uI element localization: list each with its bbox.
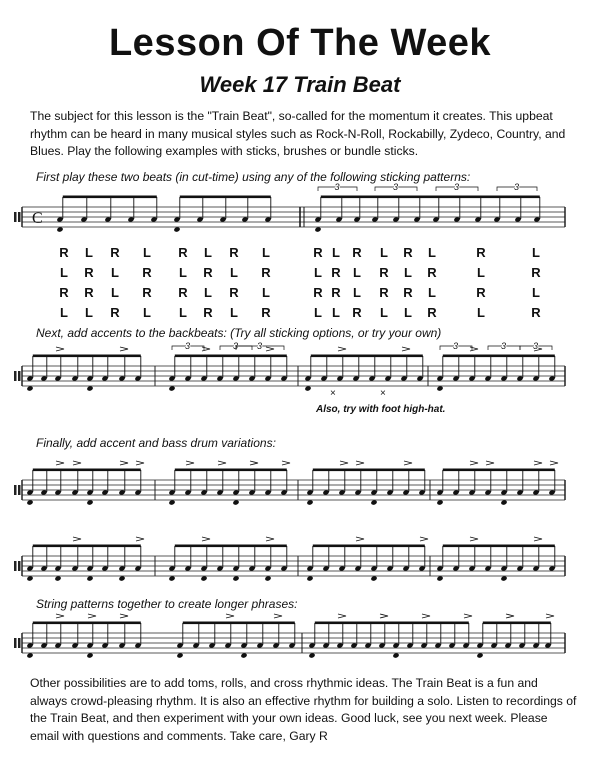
hihat-x: × xyxy=(330,388,336,399)
sticking-left-r2-5: L xyxy=(204,285,212,300)
section-label-third: Finally, add accent and bass drum variations: xyxy=(36,436,276,450)
sticking-left-r2-4: R xyxy=(178,285,188,300)
sticking-right-r0-3: L xyxy=(380,245,388,260)
sticking-left-r2-3: R xyxy=(142,285,152,300)
sticking-left-r0-6: R xyxy=(229,245,239,260)
sticking-right-r1-3: R xyxy=(379,265,389,280)
sticking-right-r2-3: R xyxy=(379,285,389,300)
sticking-left-r2-0: R xyxy=(59,285,69,300)
triplet-number: 3 xyxy=(257,341,263,351)
sticking-right-r2-6: R xyxy=(476,285,486,300)
sticking-right-r1-5: R xyxy=(427,265,437,280)
sticking-right-r3-5: R xyxy=(427,305,437,320)
sticking-left-r1-2: L xyxy=(111,265,119,280)
sticking-left-r2-7: L xyxy=(262,285,270,300)
sticking-left-r1-1: R xyxy=(84,265,94,280)
sticking-left-r1-3: R xyxy=(142,265,152,280)
sticking-right-r3-2: R xyxy=(352,305,362,320)
triplet-number: 3 xyxy=(334,182,340,192)
sticking-right-r3-4: L xyxy=(404,305,412,320)
sticking-right-r2-1: R xyxy=(331,285,341,300)
sticking-left-r0-2: R xyxy=(110,245,120,260)
sticking-left-r1-6: L xyxy=(230,265,238,280)
sticking-right-r3-3: L xyxy=(380,305,388,320)
triplet-number: 3 xyxy=(233,341,239,351)
sticking-left-r2-1: R xyxy=(84,285,94,300)
sticking-right-r2-5: L xyxy=(428,285,436,300)
sticking-right-r0-7: L xyxy=(532,245,540,260)
sticking-left-r3-4: L xyxy=(179,305,187,320)
sticking-left-r3-7: R xyxy=(261,305,271,320)
sticking-left-r0-1: L xyxy=(85,245,93,260)
triplet-number: 3 xyxy=(454,182,460,192)
triplet-number: 3 xyxy=(393,182,399,192)
sticking-left-r0-5: L xyxy=(204,245,212,260)
triplet-number: 3 xyxy=(514,182,520,192)
time-signature: C xyxy=(32,210,43,227)
section-label-fourth: String patterns together to create longer phrases: xyxy=(36,597,298,611)
closing-paragraph: Other possibilities are to add toms, rolls, and cross rhythmic ideas. The Train Beat is a fun and always crowd-pleasing rhythm. It is also an effective rhythm for building a solo. Listen to recordings of the Train Beat, and then experiment with your own ideas. Good luck, see you next week. Please email with questions and comments. Take care, Gary R xyxy=(30,676,577,743)
sticking-right-r0-4: R xyxy=(403,245,413,260)
sticking-left-r3-0: L xyxy=(60,305,68,320)
sticking-right-r1-1: R xyxy=(331,265,341,280)
sticking-right-r1-6: L xyxy=(477,265,485,280)
section-label-second: Next, add accents to the backbeats: (Try all sticking options, or try your own) xyxy=(36,326,442,340)
triplet-number: 3 xyxy=(185,341,191,351)
sticking-left-r3-2: R xyxy=(110,305,120,320)
sticking-right-r0-6: R xyxy=(476,245,486,260)
sticking-right-r2-7: L xyxy=(532,285,540,300)
page-subtitle: Week 17 Train Beat xyxy=(199,72,401,97)
section-label-first: First play these two beats (in cut-time) using any of the following sticking patterns: xyxy=(36,170,471,184)
triplet-number: 3 xyxy=(533,341,539,351)
sticking-right-r3-7: R xyxy=(531,305,541,320)
sticking-right-r0-0: R xyxy=(313,245,323,260)
sticking-right-r2-2: L xyxy=(353,285,361,300)
sticking-right-r1-7: R xyxy=(531,265,541,280)
sticking-left-r1-0: L xyxy=(60,265,68,280)
sticking-right-r3-1: L xyxy=(332,305,340,320)
sticking-left-r3-6: L xyxy=(230,305,238,320)
sticking-right-r3-0: L xyxy=(314,305,322,320)
sticking-left-r2-6: R xyxy=(229,285,239,300)
intro-paragraph: The subject for this lesson is the "Train Beat", so-called for the momentum it creates. This upbeat rhythm can be heard in many musical styles such as Rock-N-Roll, Rockabilly, Zydeco, Country, and Blues. Play the following examples with sticks, brushes or bundle sticks. xyxy=(30,109,566,158)
page-title: Lesson Of The Week xyxy=(108,22,492,64)
triplet-number: 3 xyxy=(501,341,507,351)
footnote-hihat: Also, try with foot high-hat. xyxy=(316,404,446,415)
sticking-left-r1-7: R xyxy=(261,265,271,280)
sticking-right-r1-2: L xyxy=(353,265,361,280)
sticking-left-r2-2: L xyxy=(111,285,119,300)
sticking-right-r1-4: L xyxy=(404,265,412,280)
sticking-left-r0-7: L xyxy=(262,245,270,260)
sticking-right-r3-6: L xyxy=(477,305,485,320)
sticking-left-r0-3: L xyxy=(143,245,151,260)
sticking-left-r1-4: L xyxy=(179,265,187,280)
sticking-right-r0-1: L xyxy=(332,245,340,260)
sticking-right-r2-0: R xyxy=(313,285,323,300)
sticking-left-r3-1: L xyxy=(85,305,93,320)
sticking-right-r0-5: L xyxy=(428,245,436,260)
sticking-right-r0-2: R xyxy=(352,245,362,260)
sticking-left-r3-3: L xyxy=(143,305,151,320)
triplet-number: 3 xyxy=(453,341,459,351)
sticking-right-r2-4: R xyxy=(403,285,413,300)
sticking-left-r0-0: R xyxy=(59,245,69,260)
hihat-x: × xyxy=(380,388,386,399)
sticking-left-r3-5: R xyxy=(203,305,213,320)
sticking-right-r1-0: L xyxy=(314,265,322,280)
sticking-left-r0-4: R xyxy=(178,245,188,260)
sticking-left-r1-5: R xyxy=(203,265,213,280)
